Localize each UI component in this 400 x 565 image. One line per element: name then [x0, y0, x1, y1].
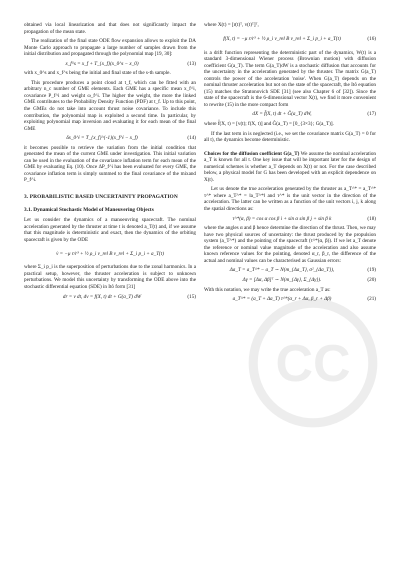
paragraph: where f̂(X, t) = [v(t); f(X, t)] and Ĝ(a_T) = [0_{3×3}; G(a_T)].	[204, 121, 334, 128]
equation-number: (20)	[367, 276, 376, 283]
paragraph: where the angles α and β hence determine the direction of the thrust. Then, we may have two physical sources of uncertainty: the thrust produced by the propulsion system (a_T^*) and the pointing of the spacecraft (τ^*(α, β)). If we let a_T denote the reference or nominal value magnitude of the acceleration and also assume known reference values for the pointing, denoted α_r, β_r, the difference of the actual and nominal values can be characterised as Gaussian errors:	[204, 225, 376, 264]
paragraph: with x_0^s and x_f^s being the initial and final state of the s-th sample.	[24, 70, 171, 77]
equation-body: a_T^* = (a_T + Δa_T) τ^*(α_r + Δα, β_r + Δβ)	[232, 296, 332, 303]
paragraph: Let us consider the dynamics of a manoeuvring spacecraft. The nominal acceleration generated by the thruster at time t is denoted a_T(t) and, if we assume that this magnitude is deterministic and exact, then the dynamics of the orbiting spacecraft is given by the ODE	[24, 217, 196, 243]
watermark-logo	[248, 298, 378, 428]
paragraph: If the last term in is neglected (i.e., we set the covariance matrix G(a_T) = 0 for all t), the dynamics become deterministic.	[204, 130, 376, 144]
equation-15	[24, 294, 196, 301]
paragraph: The realization of the final state ODE flow expansion allows to exploit the DA Monte Carlo approach to propagate a large number of samples drawn from the initial distribution and propagated through the polynomial map [19, 30]:	[24, 38, 196, 58]
equation-number: (18)	[367, 215, 376, 222]
equation-number: (16)	[367, 35, 376, 42]
equation-body: δx_0^i = T_{x_f}^{-1}(x_f^i − x_f)	[66, 135, 138, 142]
equation-13	[24, 61, 196, 68]
watermark-text: CC	[275, 335, 351, 394]
equation-20	[204, 277, 376, 284]
equation-number: (14)	[187, 135, 196, 142]
equation-body: Δa_T = a_T^* − a_T ∼ N(m_{Δa_T}, σ²_{Δa_T}),	[229, 267, 335, 274]
section-heading: 3. PROBABILISTIC BASED UNCERTAINTY PROPAGATION	[24, 194, 178, 201]
right-column	[204, 22, 376, 306]
paragraph	[204, 151, 376, 184]
watermark-ring	[253, 303, 373, 423]
paragraph: where Σ_i p_i is the superposition of perturbations due to the zonal harmonics. In a practical setup, however, the thruster acceleration is subject to unknown perturbations. We model this uncertainty by transforming the ODE above into the stochastic differential equation (SDE) in Itô form [31]	[24, 264, 196, 290]
paragraph: is a drift function representing the deterministic part of the dynamics, W(t) is a standard 3-dimensional Wiener process (Brownian motion) with diffusion coefficient G(a_T). The term G(a_T)dW is a stochastic diffusion that accounts for the uncertainty in the acceleration generated by the thruster. The matrix G(a_T) controls the power of the acceleration 'noise'. When G(a_T) depends on the nominal thruster acceleration but not on the state of the spacecraft, the Itô equation (15) matches the Stratonovich SDE [31] (see also Chapter 6 of [32]). Since the state of the spacecraft is the 6-dimensional vector X(t), we find it more convenient to rewrite (15) in the more compact form	[204, 49, 376, 108]
paragraph: This procedure produces a point cloud at t_f, which can be fitted with an arbitrary n_c number of GME elements. Each GME has a specific mean x_f^i, covariance P_f^i and weight ω_f^i. The higher the weight, the more the linked GME contributes to the Probability Density Function (PDF) at t_f. Up to this point, the GMEs do not take into account thrust noise covariance. To include this contribution, the polynomial map is exploited a second time. In particular, by exploiting polynomial map inversion and evaluating it for each mean of the final GME	[24, 79, 196, 132]
equation-number: (15)	[187, 293, 196, 300]
equation-number: (19)	[367, 267, 376, 274]
equation-21	[204, 296, 376, 303]
equation-body: τ^*(α, β) = cos α cos β i + sin α sin β j + sin β k	[232, 215, 332, 222]
equation-body: v̇ = −μ r/r³ + ½ ρ_i v_rel B v_rel + Σ_i p_i + a_T(t)	[56, 250, 164, 257]
left-column	[24, 22, 196, 303]
equation-body: Δγ = [Δα, Δβ]ᵀ ∼ N(m_{Δγ}, Σ_{Δγ}).	[242, 276, 322, 283]
paragraph: With this notation, we may write the true acceleration a_T as:	[204, 286, 331, 293]
equation-body: x_f^s = x_f + T_{x_f}(x_0^s − x_0)	[65, 60, 139, 67]
paragraph: Let us denote the true acceleration generated by the thruster as a_T^* = a_T^* τ^* where a_T^* = ‖a_T^*‖ and τ^* is the unit vector in the direction of the acceleration. The latter can be written as a function of the unit vectors i, j, k along the spatial directions as:	[204, 186, 376, 213]
equation-19	[204, 267, 376, 274]
equation-body: dX = f̂(X, t) dt + Ĝ(a_T) dW,	[252, 111, 312, 118]
equation-14	[24, 135, 196, 142]
equation-18	[204, 216, 376, 223]
paragraph: where X(t) = [r(t)ᵀ, v(t)ᵀ]ᵀ,	[204, 22, 259, 28]
equation-velocity	[24, 246, 196, 261]
paragraph-lead: Choices for the diffusion coefficient G(a_T)	[204, 150, 300, 157]
paragraph: obtained via local linearization and that does not significantly impact the propagation of the mean state.	[24, 22, 196, 35]
paragraph-text: We assume the nominal acceleration a_T is known for all t. One key issue that will be important later for the design of numerical schemes is whether a_T depends on X(t) or not. For the case described below, a physical model for G has been developed with an explicit dependence on X(t).	[204, 150, 376, 183]
subsection-heading: 3.1. Dynamical Stochastic Model of Maneuvering Objects	[24, 206, 154, 213]
equation-number: (21)	[367, 296, 376, 303]
equation-body: f(X, t) = −μ r/r³ + ½ ρ_i v_rel B v_rel + Σ_i p_i + a_T(t)	[223, 35, 341, 42]
equation-number: (13)	[187, 60, 196, 67]
paragraph: it becomes possible to retrieve the variation from the initial condition that generated the mean of the current GME under investigation. This initial variation can be used in the evaluation of the covariance inflation term for each mean of the GME by evaluating Eq. (10). Once ΔP_f^i has been evaluated for every GME, the covariance inflation term is simply summed to the final covariance of the mixand P_f^i.	[24, 144, 196, 184]
equation-body: dr = v dt, dv = f(X, t) dt + G(a_T) dW	[62, 293, 142, 300]
equation-16	[204, 32, 376, 47]
equation-17	[204, 111, 376, 118]
equation-number: (17)	[367, 111, 376, 118]
